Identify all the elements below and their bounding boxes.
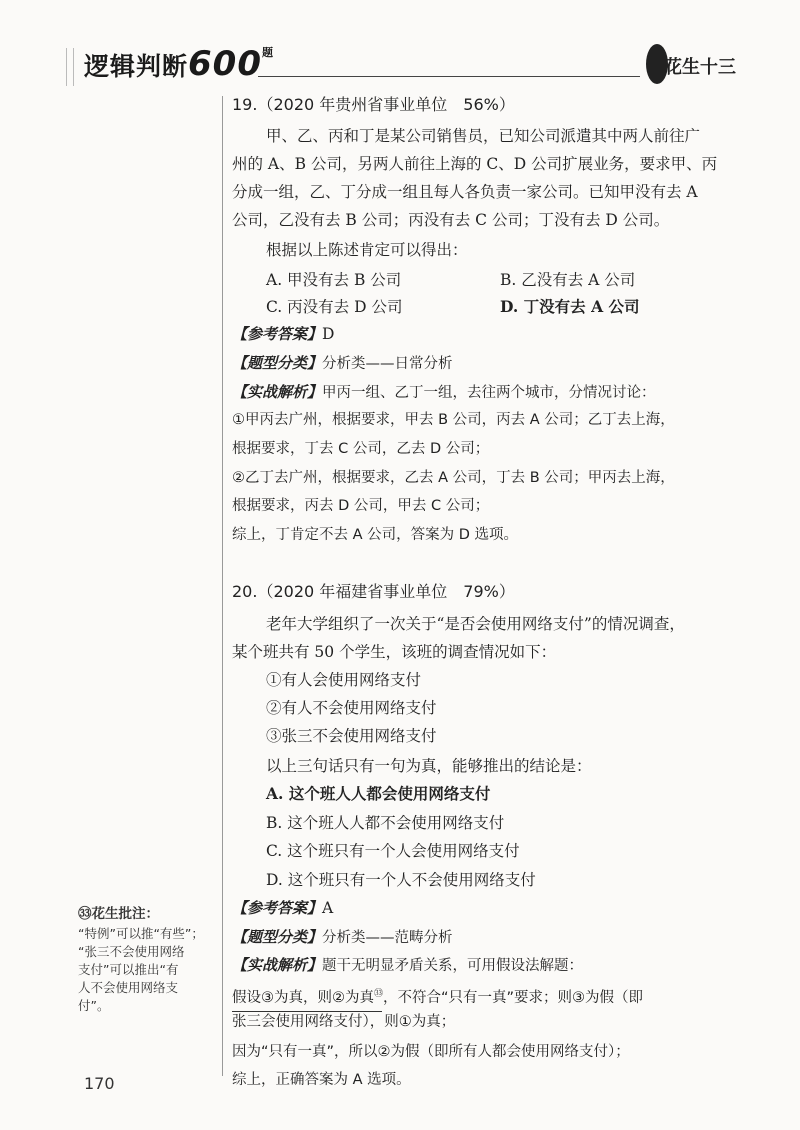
side-note-line: 付”。 <box>78 998 110 1013</box>
q19-analysis: 【实战解析】甲丙一组、乙丁一组，去往两个城市，分情况讨论： <box>232 383 656 401</box>
question-20-header: 20.（2020 年福建省事业单位 79%） <box>232 582 515 601</box>
q19-option-b: B. 乙没有去 A 公司 <box>500 271 636 289</box>
q20-stem-line: 老年大学组织了一次关于“是否会使用网络支付”的情况调查， <box>266 615 685 633</box>
q20-analysis-line: 假设③为真，则②为真$^㉝$，不符合“只有一真”要求；则③为假（即 <box>232 989 644 1006</box>
q19-analysis-line: ②乙丁去广州，根据要求，乙去 A 公司，丁去 B 公司；甲丙去上海， <box>232 470 675 486</box>
q19-analysis-line: 根据要求，丁去 C 公司，乙去 D 公司； <box>232 441 490 457</box>
q19-answer: 【参考答案】D <box>232 325 335 343</box>
header-rule <box>258 76 640 77</box>
q19-analysis-line: ①甲丙去广州，根据要求，甲去 B 公司，丙去 A 公司；乙丁去上海， <box>232 412 675 428</box>
q20-answer: 【参考答案】A <box>232 899 334 917</box>
footnote-mark: ㉝ <box>374 989 384 999</box>
q20-option-a: A. 这个班人人都会使用网络支付 <box>266 784 491 803</box>
side-note-line: 支付”可以推出“有 <box>78 962 179 977</box>
q20-option-d: D. 这个班只有一个人不会使用网络支付 <box>266 871 536 889</box>
q19-option-a: A. 甲没有去 B 公司 <box>266 271 402 289</box>
side-note-title: ㉝花生批注： <box>78 906 159 922</box>
side-note-line: “张三不会使用网络 <box>78 944 185 959</box>
logo-text: 花生十三 <box>664 57 736 78</box>
q20-analysis: 【实战解析】题干无明显矛盾关系，可用假设法解题： <box>232 956 584 974</box>
q19-type: 【题型分类】分析类——日常分析 <box>232 354 453 372</box>
side-note-line: “特例”可以推“有些”； <box>78 926 204 941</box>
q20-type: 【题型分类】分析类——范畴分析 <box>232 928 453 946</box>
q20-analysis-line: 张三会使用网络支付），则①为真； <box>232 1014 456 1030</box>
page-number: 170 <box>84 1074 115 1093</box>
q19-option-c: C. 丙没有去 D 公司 <box>266 298 403 316</box>
q19-stem-line: 州的 A、B 公司，另两人前往上海的 C、D 公司扩展业务，要求甲、丙 <box>232 155 718 173</box>
side-note-line: 人不会使用网络支 <box>78 980 179 995</box>
q20-analysis-conclusion: 综上，正确答案为 A 选项。 <box>232 1072 411 1088</box>
q19-analysis-conclusion: 综上，丁肯定不去 A 公司，答案为 D 选项。 <box>232 527 519 543</box>
q20-statement: ③张三不会使用网络支付 <box>266 727 437 745</box>
book-title: 逻辑判断$600^题$ <box>84 44 274 84</box>
q20-option-c: C. 这个班只有一个人会使用网络支付 <box>266 842 520 860</box>
q20-option-b: B. 这个班人人都不会使用网络支付 <box>266 814 505 832</box>
header-decoration <box>66 48 74 86</box>
q20-statement: ②有人不会使用网络支付 <box>266 699 437 717</box>
q19-question-prompt: 根据以上陈述肯定可以得出： <box>266 241 468 259</box>
q19-analysis-line: 根据要求，丙去 D 公司，甲去 C 公司； <box>232 498 490 514</box>
question-19-header: 19.（2020 年贵州省事业单位 56%） <box>232 95 515 114</box>
q20-statement: ①有人会使用网络支付 <box>266 671 422 689</box>
q19-stem-line: 分成一组，乙、丁分成一组且每人各负责一家公司。已知甲没有去 A <box>232 183 698 201</box>
q20-analysis-line: 因为“只有一真”，所以②为假（即所有人都会使用网络支付）； <box>232 1044 630 1060</box>
q19-stem-line: 甲、乙、丙和丁是某公司销售员，已知公司派遣其中两人前往广 <box>266 127 701 145</box>
q20-question-prompt: 以上三句话只有一句为真，能够推出的结论是： <box>266 757 592 775</box>
margin-divider <box>222 96 223 1076</box>
q19-stem-line: 公司，乙没有去 B 公司；丙没有去 C 公司；丁没有去 D 公司。 <box>232 211 670 229</box>
q20-stem-line: 某个班共有 50 个学生，该班的调查情况如下： <box>232 643 557 661</box>
q19-option-d: D. 丁没有去 A 公司 <box>500 297 640 316</box>
